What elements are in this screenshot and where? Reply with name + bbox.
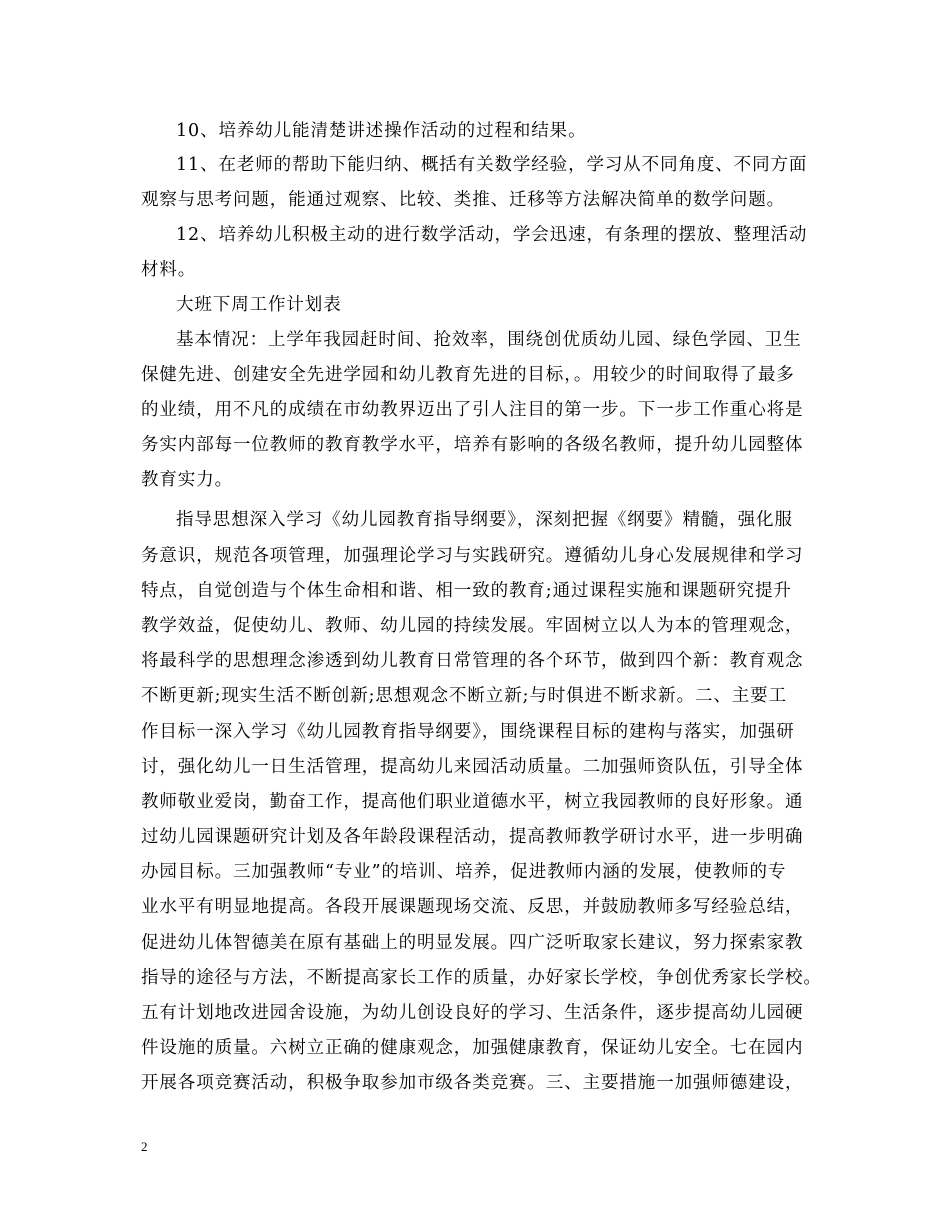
- text-line: 务实内部每一位教师的教育教学水平，培养有影响的各级名教师，提升幼儿园整体: [141, 435, 804, 455]
- text-line: 开展各项竞赛活动，积极争取参加市级各类竞赛。三、主要措施一加强师德建设，: [141, 1073, 804, 1093]
- text-line: 务意识，规范各项管理，加强理论学习与实践研究。遵循幼儿身心发展规律和学习: [141, 546, 804, 566]
- text-line: 件设施的质量。六树立正确的健康观念，加强健康教育，保证幼儿安全。七在园内: [141, 1038, 804, 1058]
- page-number: 2: [141, 1139, 148, 1154]
- text-line: 的业绩，用不凡的成绩在市幼教界迈出了引人注目的第一步。下一步工作重心将是: [141, 400, 804, 420]
- text-line: 材料。: [141, 260, 197, 280]
- section-heading: 大班下周工作计划表: [176, 295, 342, 315]
- text-line: 促进幼儿体智德美在原有基础上的明显发展。四广泛听取家长建议，努力探索家教: [141, 933, 804, 953]
- text-line: 讨，强化幼儿一日生活管理，提高幼儿来园活动质量。二加强师资队伍，引导全体: [141, 757, 804, 777]
- text-line: 将最科学的思想理念渗透到幼儿教育日常管理的各个环节，做到四个新：教育观念: [141, 651, 804, 671]
- text-line: 过幼儿园课题研究计划及各年龄段课程活动，提高教师教学研讨水平，进一步明确: [141, 827, 804, 847]
- text-line: 指导的途径与方法，不断提高家长工作的质量，办好家长学校，争创优秀家长学校。: [141, 968, 822, 988]
- text-line: 指导思想深入学习《幼儿园教育指导纲要》，深刻把握《纲要》精髓，强化服: [176, 510, 793, 530]
- text-line: 教学效益，促使幼儿、教师、幼儿园的持续发展。牢固树立以人为本的管理观念，: [141, 616, 804, 636]
- text-line: 观察与思考问题，能通过观察、比较、类推、迁移等方法解决简单的数学问题。: [141, 190, 785, 210]
- text-line: 作目标一深入学习《幼儿园教育指导纲要》，围绕课程目标的建构与落实，加强研: [141, 722, 795, 742]
- text-line: 办园目标。三加强教师“专业”的培训、培养，促进教师内涵的发展，使教师的专: [141, 862, 787, 882]
- text-line: 11、在老师的帮助下能归纳、概括有关数学经验，学习从不同角度、不同方面: [176, 155, 808, 175]
- text-line: 保健先进、创建安全先进学园和幼儿教育先进的目标，。用较少的时间取得了最多: [141, 365, 795, 385]
- text-line: 教育实力。: [141, 470, 233, 490]
- text-line: 12、培养幼儿积极主动的进行数学活动，学会迅速，有条理的摆放、整理活动: [176, 225, 808, 245]
- text-line: 教师敬业爱岗，勤奋工作，提高他们职业道德水平，树立我园教师的良好形象。通: [141, 792, 804, 812]
- text-line: 10、培养幼儿能清楚讲述操作活动的过程和结果。: [176, 121, 587, 141]
- text-line: 不断更新;现实生活不断创新;思想观念不断立新;与时俱进不断求新。二、主要工: [141, 686, 787, 706]
- text-line: 特点，自觉创造与个体生命相和谐、相一致的教育;通过课程实施和课题研究提升: [141, 581, 792, 601]
- text-line: 业水平有明显地提高。各段开展课题现场交流、反思，并鼓励教师多写经验总结，: [141, 897, 804, 917]
- text-line: 五有计划地改进园舍设施，为幼儿创设良好的学习、生活条件，逐步提高幼儿园硬: [141, 1003, 804, 1023]
- text-line: 基本情况：上学年我园赶时间、抢效率，围绕创优质幼儿园、绿色学园、卫生: [176, 330, 802, 350]
